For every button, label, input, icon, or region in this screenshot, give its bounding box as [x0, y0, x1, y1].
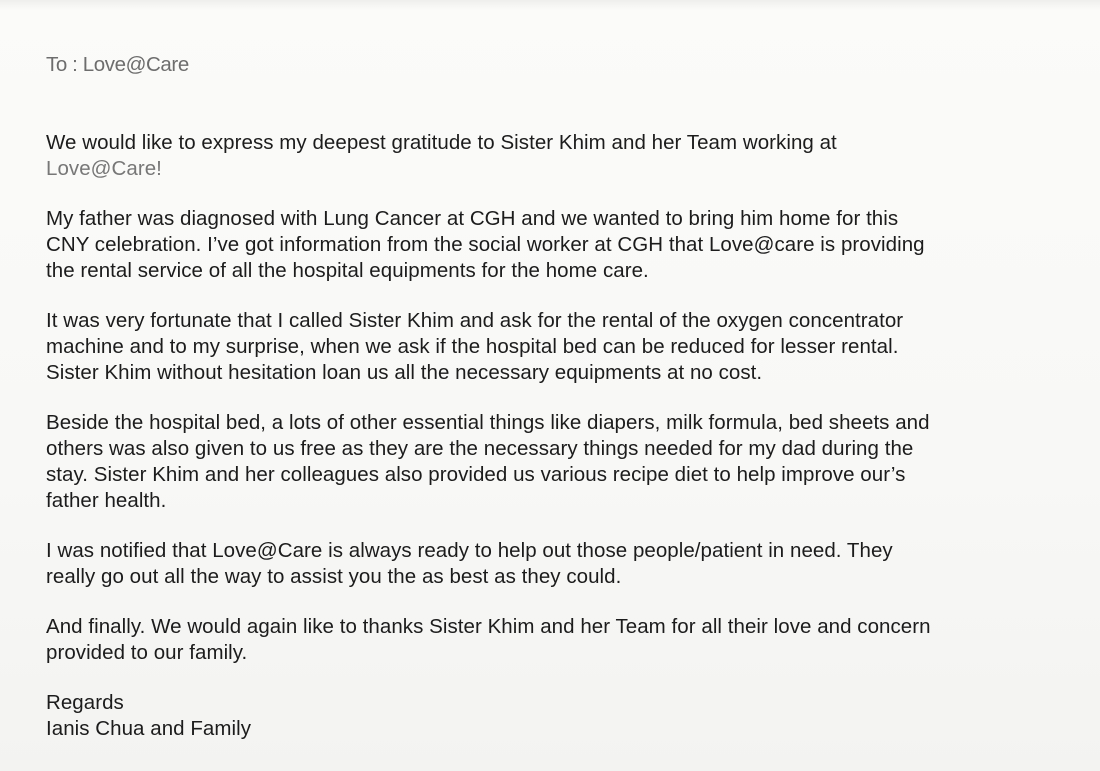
paragraph-line: And finally. We would again like to thanks Sister Khim and her Team for all their love and concern	[46, 615, 931, 638]
paragraph-line: It was very fortunate that I called Sister Khim and ask for the rental of the oxygen concentrator	[46, 309, 904, 332]
closing-text: Regards	[46, 691, 124, 714]
paragraph-supplies	[46, 410, 1066, 514]
paragraph-diagnosis	[46, 206, 1066, 284]
paragraph-line: others was also given to us free as they are the necessary things needed for my dad during the	[46, 437, 914, 460]
paper-crease-shadow	[0, 0, 1100, 10]
paragraph-rental	[46, 308, 1066, 386]
paragraph-line: We would like to express my deepest gratitude to Sister Khim and her Team working at	[46, 131, 837, 154]
paragraph-line: Sister Khim without hesitation loan us all the necessary equipments at no cost.	[46, 361, 763, 384]
paragraph-line: stay. Sister Khim and her colleagues also provided us various recipe diet to help improve our’s	[46, 463, 906, 486]
paragraph-thanks	[46, 614, 1066, 666]
letter-body	[46, 52, 1066, 742]
paragraph-line: the rental service of all the hospital equipments for the home care.	[46, 259, 649, 282]
paragraph-line: provided to our family.	[46, 641, 248, 664]
paragraph-line: CNY celebration. I’ve got information from the social worker at CGH that Love@care is providing	[46, 233, 925, 256]
paragraph-line: really go out all the way to assist you the as best as they could.	[46, 565, 622, 588]
signature-text: Ianis Chua and Family	[46, 717, 252, 740]
recipient-line: To : Love@Care	[46, 53, 189, 76]
paragraph-gratitude	[46, 130, 1066, 182]
paragraph-line: machine and to my surprise, when we ask if the hospital bed can be reduced for lesser rental.	[46, 335, 899, 358]
paragraph-line: Love@Care!	[46, 157, 162, 180]
paragraph-notified	[46, 538, 1066, 590]
paragraph-line: My father was diagnosed with Lung Cancer at CGH and we wanted to bring him home for this	[46, 207, 899, 230]
paragraph-line: father health.	[46, 489, 167, 512]
paragraph-line: Beside the hospital bed, a lots of other essential things like diapers, milk formula, bed sheets and	[46, 411, 930, 434]
paragraph-line: I was notified that Love@Care is always ready to help out those people/patient in need. They	[46, 539, 893, 562]
